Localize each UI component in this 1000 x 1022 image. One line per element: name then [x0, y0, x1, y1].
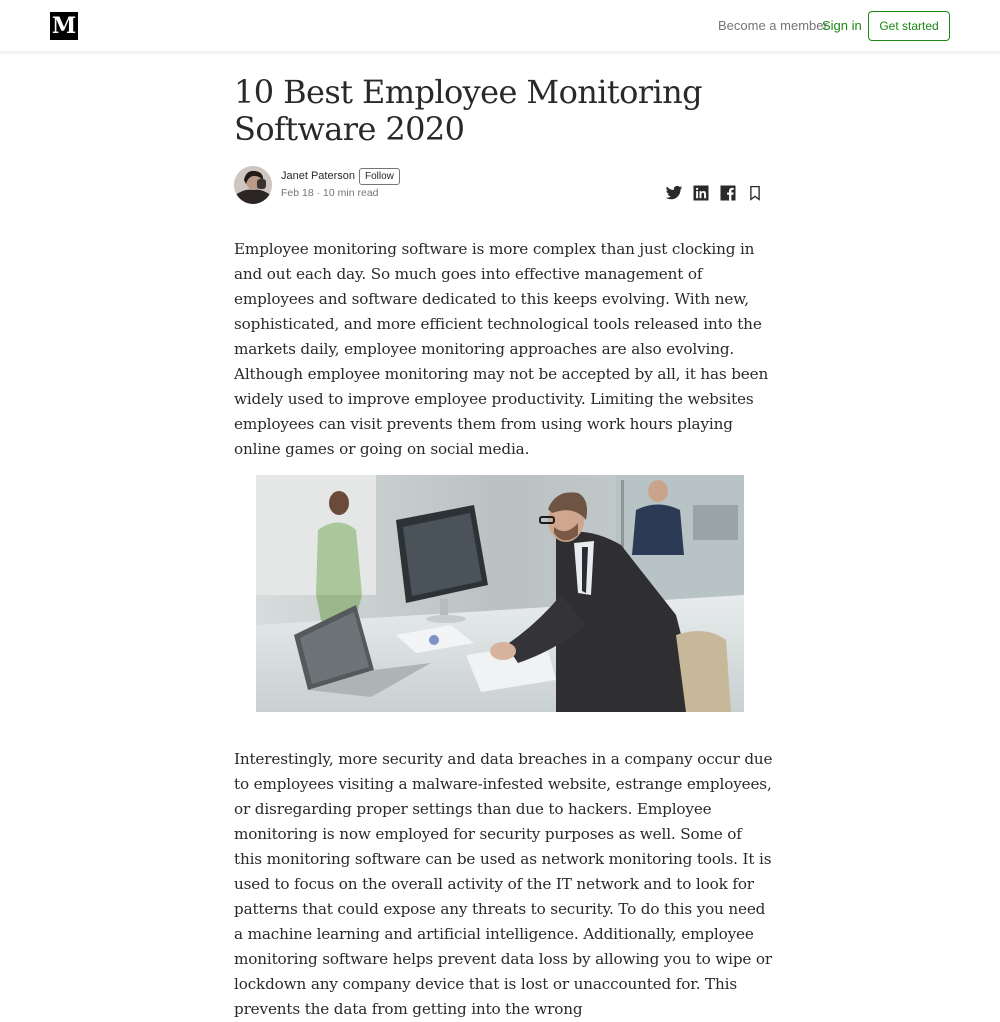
article-meta: [281, 187, 379, 200]
article-title: 10 Best Employee Monitoring Software 2020: [234, 73, 703, 148]
author-name[interactable]: Janet Paterson: [281, 170, 355, 182]
top-navigation-bar: [0, 0, 1000, 52]
twitter-icon[interactable]: [665, 184, 683, 202]
follow-button[interactable]: Follow: [359, 168, 400, 185]
article-paragraph: Employee monitoring software is more complex than just clocking in and out each day. So much goes into effective management of employees and software dedicated to this keeps evolving. With new, sophisticated, and more efficient technological tools released into the markets daily, employee monitoring approaches are also evolving. Although employee monitoring may not be accepted by all, it has been widely used to improve employee productivity. Limiting the websites employees can visit prevents them from using work hours playing online games or going on social media.: [234, 240, 769, 458]
bookmark-icon[interactable]: [746, 184, 764, 202]
get-started-button[interactable]: Get started: [868, 11, 950, 41]
author-avatar[interactable]: [234, 166, 272, 204]
medium-logo[interactable]: M: [51, 13, 77, 39]
publish-date: Feb 18: [281, 187, 314, 199]
avatar-image: [234, 166, 272, 204]
meta-separator: ·: [316, 187, 321, 199]
article-paragraph: Interestingly, more security and data breaches in a company occur due to employees visiting a malware-infested website, estrange employees, or disregarding proper settings than due to hackers. Employee monitoring is now employed for security purposes as well. Some of this monitoring software can be used as network monitoring tools. It is used to focus on the overall activity of the IT network and to look for patterns that could expose any threats to security. To do this you need a machine learning and artificial intelligence. Additionally, employee monitoring software helps prevent data loss by allowing you to wipe or lockdown any company device that is lost or unaccounted for. This prevents the data from getting into the wrong: [234, 750, 773, 1018]
sign-in-link[interactable]: Sign in: [822, 18, 862, 33]
linkedin-icon[interactable]: [692, 184, 710, 202]
facebook-icon[interactable]: [719, 184, 737, 202]
article-figure-office-photo: [256, 475, 744, 712]
read-time: 10 min read: [323, 187, 379, 199]
office-photo-image: [256, 475, 744, 712]
become-member-link[interactable]: Become a member: [718, 18, 828, 33]
